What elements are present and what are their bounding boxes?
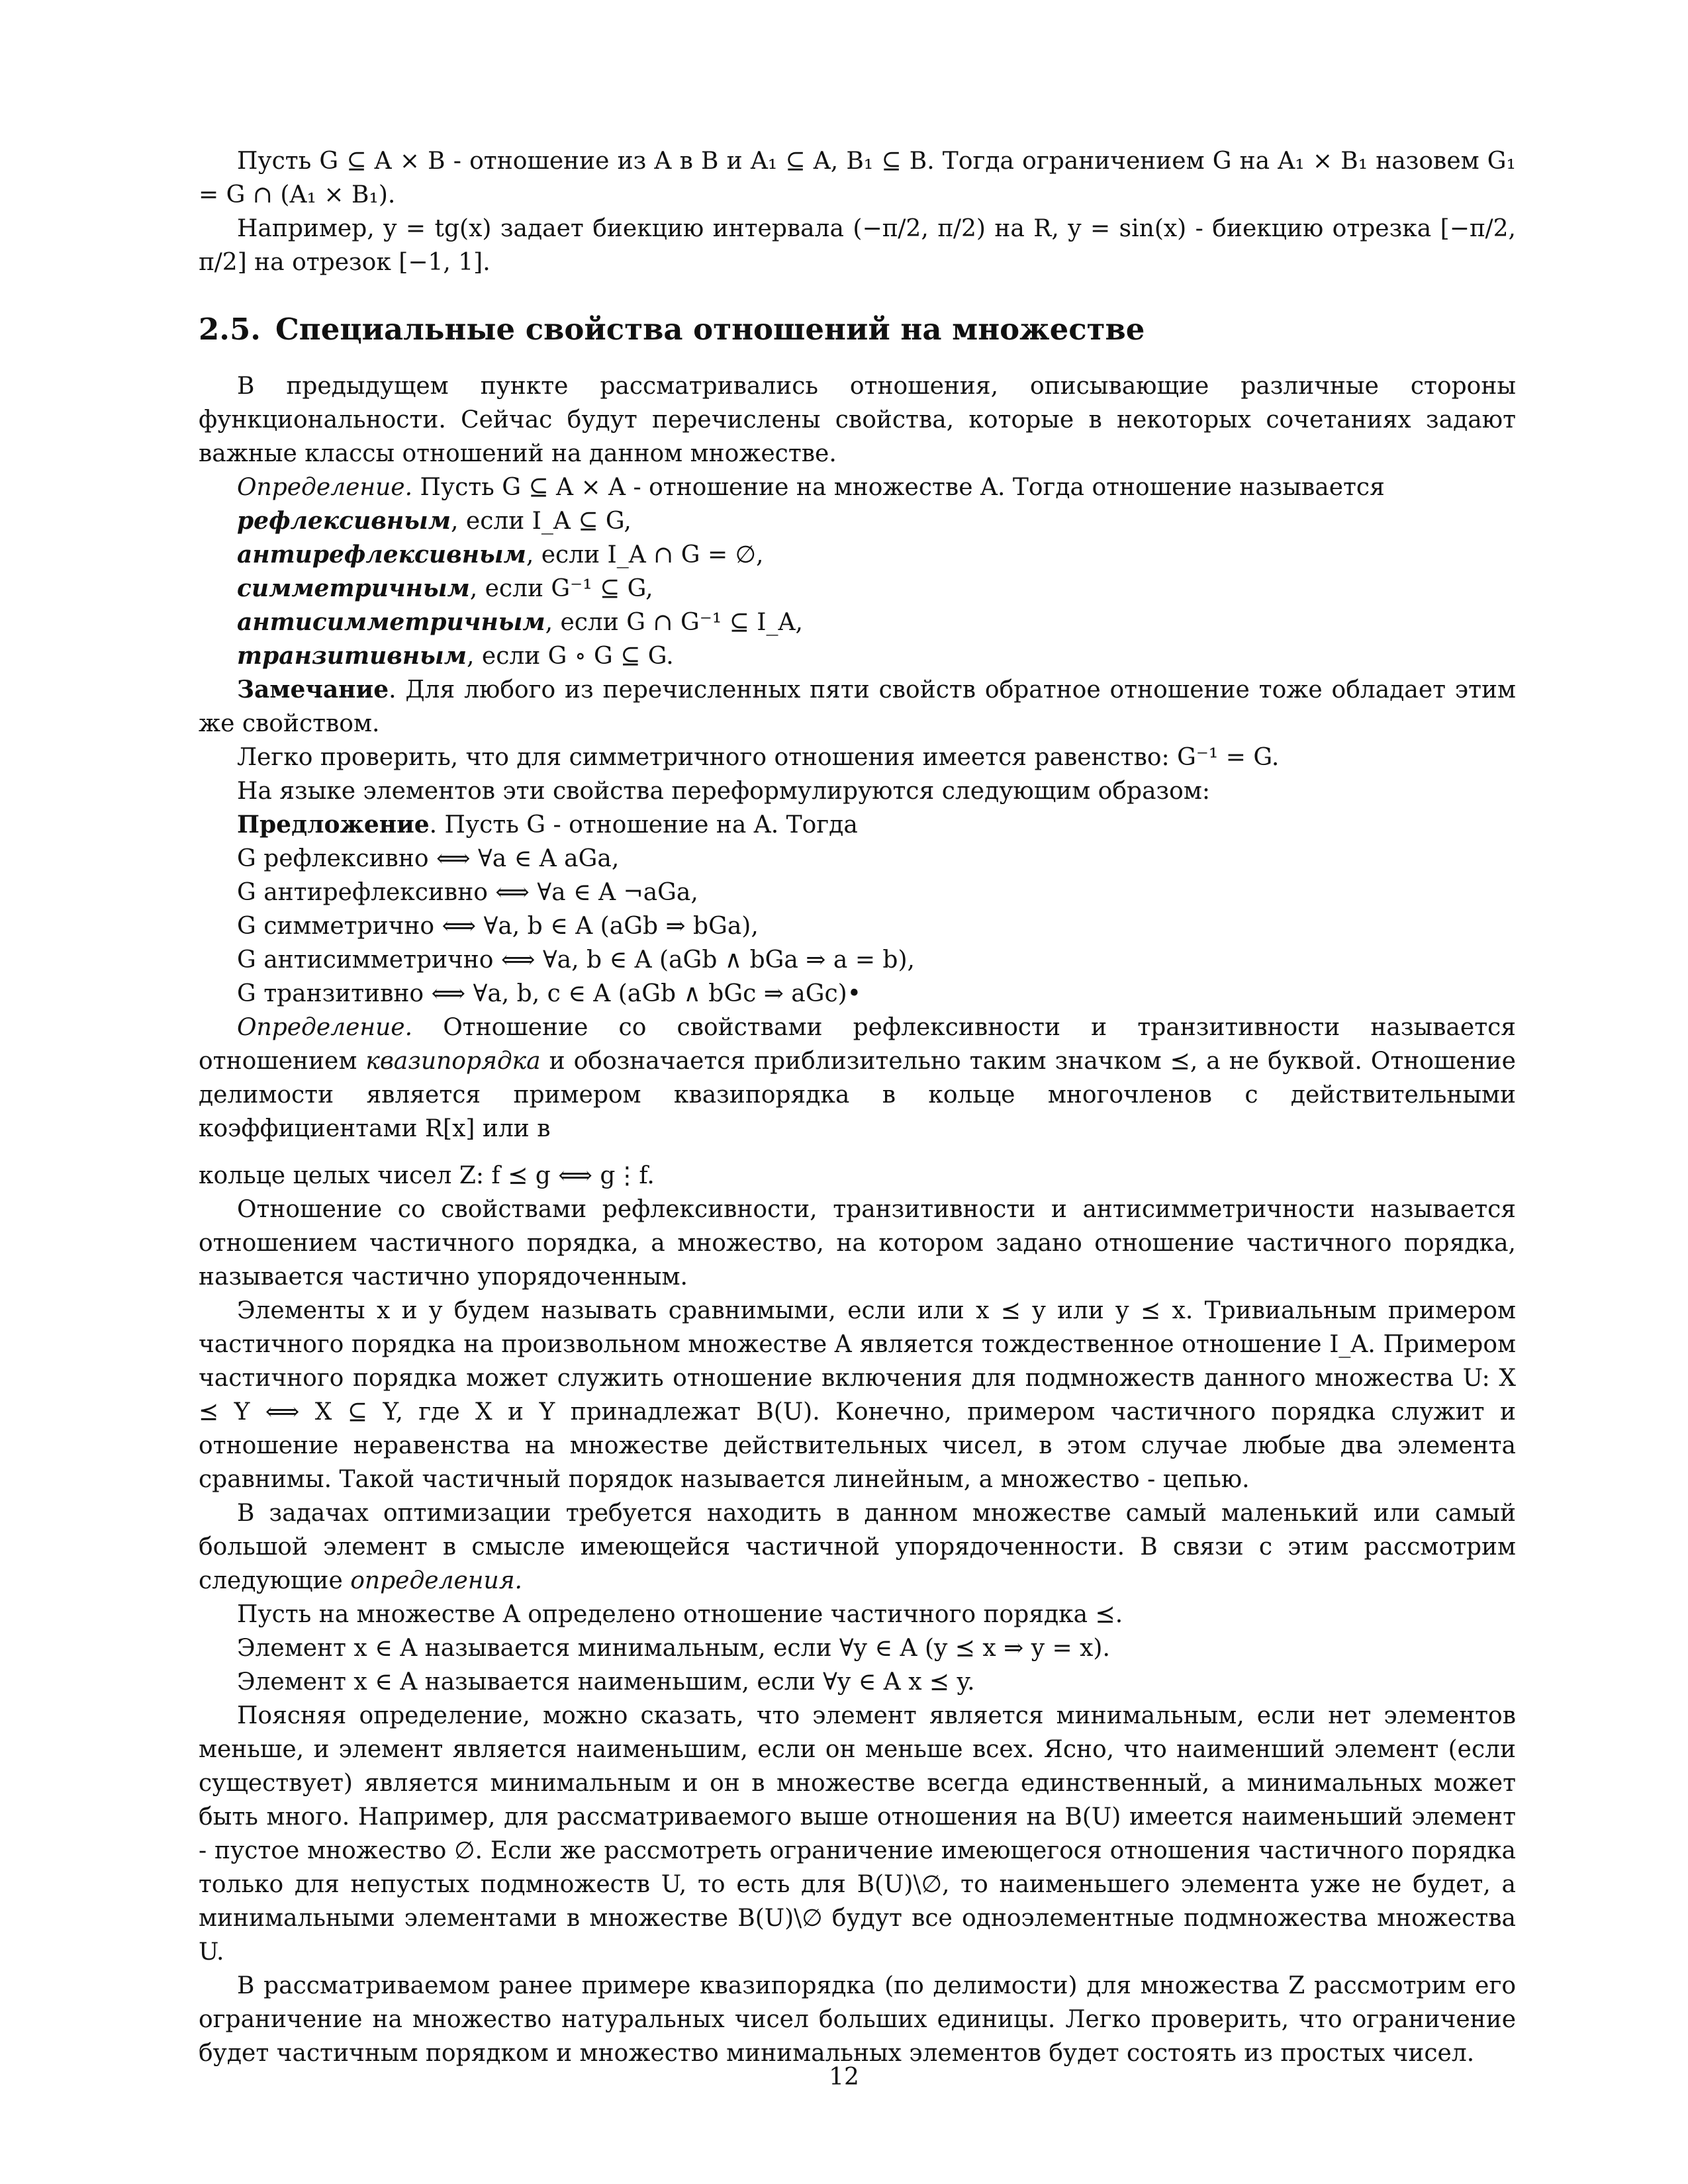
paragraph-least: Элемент x ∈ A называется наименьшим, если ∀y ∈ A x ⪯ y. xyxy=(237,1668,975,1696)
definition-label: Определение. xyxy=(237,474,413,501)
paragraph-optimization: В задачах оптимизации требуется находить в данном множестве самый маленький или самый большой элемент в смысле имеющейся частичной упорядоченности. В связи с этим рассмотрим следующие определения. xyxy=(199,1500,1516,1594)
paragraph-divisibility: В рассматриваемом ранее примере квазипорядка (по делимости) для множества Z рассмотрим его ограничение на множество натуральных чисел больших единицы. Легко проверить, что ограничение будет частичным порядком и множество минимальных элементов будет состоять из простых чисел. xyxy=(199,1972,1516,2067)
equivalence-line: G антирефлексивно ⟺ ∀a ∈ A ¬aGa, xyxy=(237,879,698,906)
equivalence-line: G транзитивно ⟺ ∀a, b, c ∈ A (aGb ∧ bGc ⇒ aGc)• xyxy=(237,980,861,1007)
definition-properties: Определение. Пусть G ⊆ A × A - отношение на множестве A. Тогда отношение называется xyxy=(237,474,1385,501)
equivalence-line: G рефлексивно ⟺ ∀a ∈ A aGa, xyxy=(237,845,620,872)
definition-quasiorder: Определение. Отношение со свойствами рефлексивности и транзитивности называется отношением квазипорядка и обозначается приблизительно таким значком ⪯, а не буквой. Отношение делимости является примером квазипорядка в кольце многочленов с действительными коэффициентами R[x] или в xyxy=(199,1014,1516,1142)
quasiorder-term: квазипорядка xyxy=(365,1048,541,1075)
divisibility-example: кольце целых чисел Z: f ⪯ g ⟺ g⋮f. xyxy=(199,1162,655,1189)
page-number: 12 xyxy=(829,2064,859,2091)
paragraph-minimal: Элемент x ∈ A называется минимальным, если ∀y ∈ A (y ⪯ x ⇒ y = x). xyxy=(237,1635,1110,1662)
definition-label: Определение. xyxy=(237,1014,413,1041)
proposition-label: Предложение xyxy=(237,811,430,839)
remark-label: Замечание xyxy=(237,676,389,704)
equivalence-line: G симметрично ⟺ ∀a, b ∈ A (aGb ⇒ bGa), xyxy=(237,913,759,940)
proposition: Предложение. Пусть G - отношение на A. Тогда xyxy=(237,811,858,839)
paragraph-order-defined: Пусть на множестве A определено отношение частичного порядка ⪯. xyxy=(237,1601,1123,1628)
page-body xyxy=(199,144,1516,2070)
property-line: антирефлексивным, если I_A ∩ G = ∅, xyxy=(237,541,764,569)
paragraph-restriction: Пусть G ⊆ A × B - отношение из A в B и A₁ ⊆ A, B₁ ⊆ B. Тогда ограничением G на A₁ × B₁ назовем G₁ = G ∩ (A₁ × B₁). xyxy=(199,148,1516,208)
paragraph-explanation: Поясняя определение, можно сказать, что элемент является минимальным, если нет элементов меньше, и элемент является наименьшим, если он меньше всех. Ясно, что наименший элемент (если существует) является минимальным и он в множестве всегда единственный, а минимальных может быть много. Например, для рассматриваемого выше отношения на B(U) имеется наименьший элемент - пустое множество ∅. Если же рассмотреть ограничение имеющегося отношения частичного порядка только для непустых подмножеств U, то есть для B(U)\∅, то наименьшего элемента уже не будет, а минимальными элементами в множестве B(U)\∅ будут все одноэлементные подмножества множества U. xyxy=(199,1702,1516,1966)
paragraph-reformulate: На языке элементов эти свойства переформулируются следующим образом: xyxy=(237,778,1210,805)
section-title: Специальные свойства отношений на множестве xyxy=(275,312,1145,347)
property-line: симметричным, если G⁻¹ ⊆ G, xyxy=(237,574,653,602)
property-line: рефлексивным, если I_A ⊆ G, xyxy=(237,507,632,535)
section-number: 2.5. xyxy=(199,312,261,347)
property-line: антисимметричным, если G ∩ G⁻¹ ⊆ I_A, xyxy=(237,608,803,636)
paragraph-example: Например, y = tg(x) задает биекцию интервала (−π/2, π/2) на R, y = sin(x) - биекцию отрезка [−π/2, π/2] на отрезок [−1, 1]. xyxy=(199,215,1516,276)
paragraph-intro: В предыдущем пункте рассматривались отношения, описывающие различные стороны функциональности. Сейчас будут перечислены свойства, которые в некоторых сочетаниях задают важные классы отношений на данном множестве. xyxy=(199,373,1516,467)
paragraph-symmetric: Легко проверить, что для симметричного отношения имеется равенство: G⁻¹ = G. xyxy=(237,744,1280,771)
section-heading xyxy=(199,310,1516,349)
remark: Замечание. Для любого из перечисленных пяти свойств обратное отношение тоже обладает этим же свойством. xyxy=(199,676,1516,737)
paragraph-comparable: Элементы x и y будем называть сравнимыми, если или x ⪯ y или y ⪯ x. Тривиальным примером частичного порядка на произвольном множестве A является тождественное отношение I_A. Примером частичного порядка может служить отношение включения для подмножеств данного множества U: X ⪯ Y ⟺ X ⊆ Y, где X и Y принадлежат B(U). Конечно, примером частичного порядка служит и отношение неравенства на множестве действительных чисел, в этом случае любые два элемента сравнимы. Такой частичный порядок называется линейным, а множество - цепью. xyxy=(199,1297,1516,1493)
paragraph-partial-order: Отношение со свойствами рефлексивности, транзитивности и антисимметричности называется отношением частичного порядка, а множество, на котором задано отношение частичного порядка, называется частично упорядоченным. xyxy=(199,1196,1516,1291)
equivalence-line: G антисимметрично ⟺ ∀a, b ∈ A (aGb ∧ bGa ⇒ a = b), xyxy=(237,946,915,974)
property-line: транзитивным, если G ∘ G ⊆ G. xyxy=(237,642,674,670)
